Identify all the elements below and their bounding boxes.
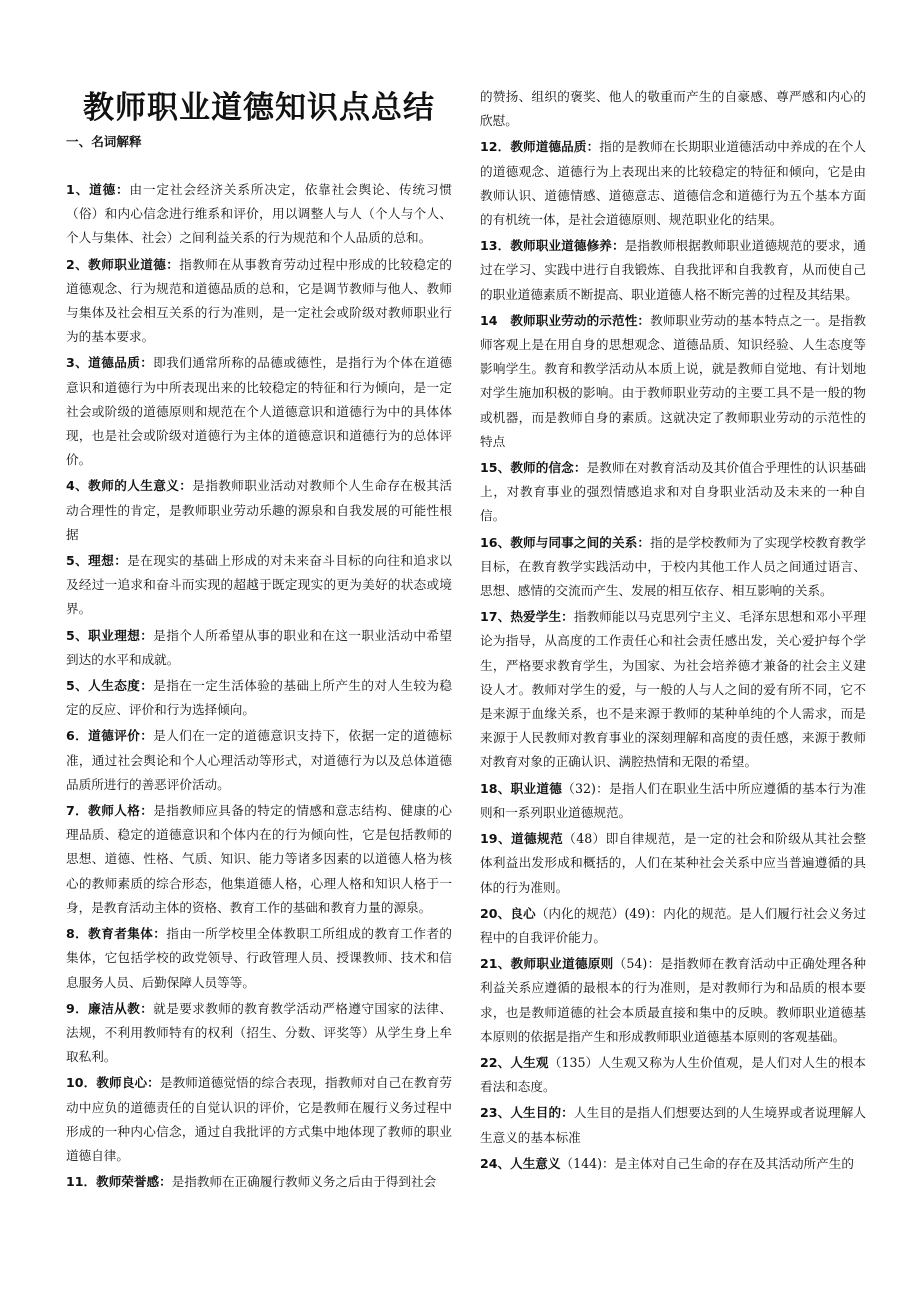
- definition-text: （54)：是指教师在教育活动中正确处理各种利益关系应遵循的最根本的行为准则，是对教师行为和品质的根本要求，也是教师道德的社会本质最直接和集中的反映。教师职业道德基本原则的依据是指产生和形成教师职业道德基本原则的客观基础。: [480, 956, 866, 1044]
- definition-entry: [66, 351, 452, 472]
- definition-text: 是指教师在正确履行教师义务之后由于得到社会: [171, 1174, 437, 1190]
- definition-term: 6．道德评价：: [66, 728, 154, 744]
- right-column: [480, 85, 866, 1178]
- definition-text: 人生目的是指人们想要达到的人生境界或者说理解人生意义的基本标准: [480, 1105, 866, 1145]
- definition-entry: [66, 1071, 452, 1168]
- definition-entry: [66, 474, 452, 547]
- definition-entry: [480, 1051, 866, 1099]
- definition-text: 是在现实的基础上形成的对未来奋斗目标的向往和追求以及经过一追求和奋斗而实现的超越于既定现实的更为美好的状态或境界。: [66, 553, 453, 617]
- definition-text: 是指教师根据教师职业道德规范的要求，通过在学习、实践中进行自我锻炼、自我批评和自我教育，从而使自己的职业道德素质不断提高、职业道德人格不断完善的过程及其结果。: [480, 238, 867, 302]
- definition-entry: [480, 234, 866, 307]
- definition-term: 3、道德品质：: [66, 355, 154, 371]
- definition-term: 23、人生目的：: [480, 1105, 574, 1121]
- right-entry-list: [480, 85, 866, 1176]
- definition-term: 15、教师的信念：: [480, 460, 587, 476]
- section-heading: 一、名词解释: [66, 134, 142, 149]
- definition-term: 18、职业道德: [480, 780, 563, 796]
- definition-text: 的赞扬、组织的褒奖、他人的敬重而产生的自豪感、尊严感和内心的欣慰。: [480, 89, 866, 129]
- definition-text: 是指在一定生活体验的基础上所产生的对人生较为稳定的反应、评价和行为选择倾向。: [66, 678, 453, 718]
- definition-text: 是教师道德觉悟的综合表现，指教师对自己在教育劳动中应负的道德责任的自觉认识的评价，它是教师在履行义务过程中形成的一种内心信念，通过自我批评的方式集中地体现了教师的职业道德自律。: [66, 1075, 452, 1163]
- definition-text: 即我们通常所称的品德或德性，是指行为个体在道德意识和道德行为中所表现出来的比较稳定的特征和行为倾向，是一定社会或阶级的道德原则和规范在个人道德意识和道德行为中的具体体现，也是社会或阶级对道德行为主体的道德意识和道德行为的总体评价。: [66, 355, 453, 468]
- definition-term: 1、道德：: [66, 182, 130, 197]
- definition-entry: [480, 135, 866, 232]
- definition-entry: [66, 997, 452, 1070]
- definition-text: 指教师能以马克思列宁主义、毛泽东思想和邓小平理论为指导，从高度的工作责任心和社会责任感出发，关心爱护每个学生，严格要求教育学生，为国家、为社会培养德才兼备的社会主义建设人才。教师对学生的爱，与一般的人与人之间的爱有所不同，它不是来源于血缘关系，也不是来源于教师的某种单纯的个人需求，而是来源于人民教师对教育事业的深刻理解和高度的责任感，来源于教师对教育对象的正确认识、满腔热情和无限的希望。: [480, 609, 866, 770]
- definition-text: 指教师在从事教育劳动过程中形成的比较稳定的道德观念、行为规范和道德品质的总和，它是调节教师与他人、教师与集体及社会相互关系的行为准则，是一定社会或阶级对教师职业行为的基本要求。: [66, 256, 453, 345]
- definition-entry: [66, 624, 452, 672]
- definition-entry: [480, 531, 866, 604]
- definition-text: 指的是学校教师为了实现学校教育教学目标，在教育教学实践活动中，于校内其他工作人员之间通过语言、思想、感情的交流而产生、发展的相互依存、相互影响的关系。: [480, 534, 866, 599]
- definition-text: （144)：是主体对自己生命的存在及其活动所产生的: [560, 1155, 854, 1171]
- definition-term: 22、人生观: [480, 1054, 549, 1070]
- definition-term: 19、道德规范: [480, 831, 564, 847]
- definition-entry: [480, 952, 866, 1049]
- definition-term: 21、教师职业道德原则: [480, 956, 614, 972]
- definition-term: 8．教育者集体：: [66, 926, 167, 942]
- definition-term: 16、教师与同事之间的关系：: [480, 534, 651, 550]
- definition-term: 5、人生态度：: [66, 678, 154, 694]
- definition-text: （135）人生观又称为人生价值观，是人们对人生的根本看法和态度。: [480, 1054, 866, 1095]
- left-entry-list: [66, 178, 452, 1194]
- definition-text: （48）即自律规范，是一定的社会和阶级从其社会整体利益出发形成和概括的，人们在某种社会关系中应当普遍遵循的具体的行为准则。: [480, 831, 866, 895]
- definition-text: 是指教师职业活动对教师个人生命存在极其活动合理性的肯定，是教师职业劳动乐趣的源泉和自我发展的可能性根据: [66, 478, 452, 542]
- definition-entry: [66, 1170, 452, 1194]
- definition-term: 10．教师良心：: [66, 1075, 160, 1091]
- definition-text: 是指教师应具备的特定的情感和意志结构、健康的心理品质、稳定的道德意识和个体内在的行为倾向性，它是包括教师的思想、道德、性格、气质、知识、能力等诸多因素的以道德人格为核心的教师素质的综合形态，他集道德人格，心理人格和知识人格于一身，是教育活动主体的资格、教育工作的基础和教育力量的源泉。: [66, 803, 453, 915]
- definition-text: 是指个人所希望从事的职业和在这一职业活动中希望到达的水平和成就。: [66, 627, 453, 667]
- definition-entry: [66, 674, 452, 722]
- definition-term: 5、职业理想：: [66, 627, 154, 643]
- definition-entry: [480, 1152, 866, 1176]
- definition-entry: [480, 605, 866, 774]
- document-title: 教师职业道德知识点总结: [83, 90, 435, 126]
- definition-term: 24、人生意义: [480, 1155, 561, 1171]
- definition-text: 教师职业劳动的基本特点之一。是指教师客观上是在用自身的思想观念、道德品质、知识经验、人生态度等影响学生。教育和教学活动从本质上说，就是教师自觉地、有计划地对学生施加积极的影响。由于教师职业劳动的主要工具不是一般的物或机器，而是教师自身的素质。这就决定了教师职业劳动的示范性的特点: [480, 312, 866, 449]
- definition-term: 4、教师的人生意义：: [66, 478, 193, 494]
- definition-entry: [66, 253, 452, 350]
- definition-text: 由一定社会经济关系所决定，依靠社会舆论、传统习惯（俗）和内心信念进行维系和评价，用以调整人与人（个人与个人、个人与集体、社会）之间利益关系的行为规范和个人品质的总和。: [66, 182, 453, 246]
- definition-term: 14 教师职业劳动的示范性：: [480, 312, 651, 328]
- definition-text: 就是要求教师的教育教学活动严格遵守国家的法律、法规，不利用教师特有的权利（招生、分数、评奖等）从学生身上牟取私利。: [66, 1000, 453, 1065]
- definition-entry: [66, 922, 452, 995]
- definition-entry: [480, 1101, 866, 1149]
- definition-entry: [480, 456, 866, 529]
- definition-entry: [66, 724, 452, 797]
- definition-text: 指由一所学校里全体教职工所组成的教育工作者的集体，它包括学校的政党领导、行政管理人员、授课教师、技术和信息服务人员、后勤保障人员等等。: [66, 926, 452, 990]
- definition-text: （32)：是指人们在职业生活中所应遵循的基本行为准则和一系列职业道德规范。: [480, 780, 866, 820]
- definition-entry: [480, 777, 866, 825]
- definition-entry: [480, 827, 866, 900]
- definition-term: 13．教师职业道德修养：: [480, 238, 625, 254]
- definition-term: 7．教师人格：: [66, 803, 154, 819]
- definition-text: 指的是教师在长期职业道德活动中养成的在个人的道德观念、道德行为上表现出来的比较稳定的特征和倾向，它是由教师认识、道德情感、道德意志、道德信念和道德行为五个基本方面的有机统一体，是社会道德原则、规范职业化的结果。: [480, 139, 867, 228]
- definition-term: 11．教师荣誉感：: [66, 1174, 172, 1190]
- definition-term: 17、热爱学生：: [480, 609, 574, 625]
- definition-term: 20、良心: [480, 905, 536, 921]
- definition-entry: [66, 178, 452, 251]
- definition-entry: [480, 85, 866, 133]
- definition-term: 12．教师道德品质：: [480, 139, 600, 155]
- definition-entry: [480, 902, 866, 950]
- definition-entry: [66, 799, 452, 920]
- definition-text: 是教师在对教育活动及其价值合乎理性的认识基础上，对教育事业的强烈情感追求和对自身职业活动及未来的一种自信。: [480, 460, 867, 524]
- definition-entry: [66, 549, 452, 622]
- definition-term: 9．廉洁从教：: [66, 1000, 154, 1016]
- definition-entry: [480, 309, 866, 454]
- definition-term: 5、理想：: [66, 553, 128, 569]
- definition-text: （内化的规范）(49)：内化的规范。是人们履行社会义务过程中的自我评价能力。: [480, 905, 866, 945]
- definition-term: 2、教师职业道德：: [66, 256, 180, 272]
- definition-text: 是人们在一定的道德意识支持下，依据一定的道德标准，通过社会舆论和个人心理活动等形式，对道德行为以及总体道德品质所进行的善恶评价活动。: [66, 728, 453, 792]
- left-column: [66, 88, 452, 1196]
